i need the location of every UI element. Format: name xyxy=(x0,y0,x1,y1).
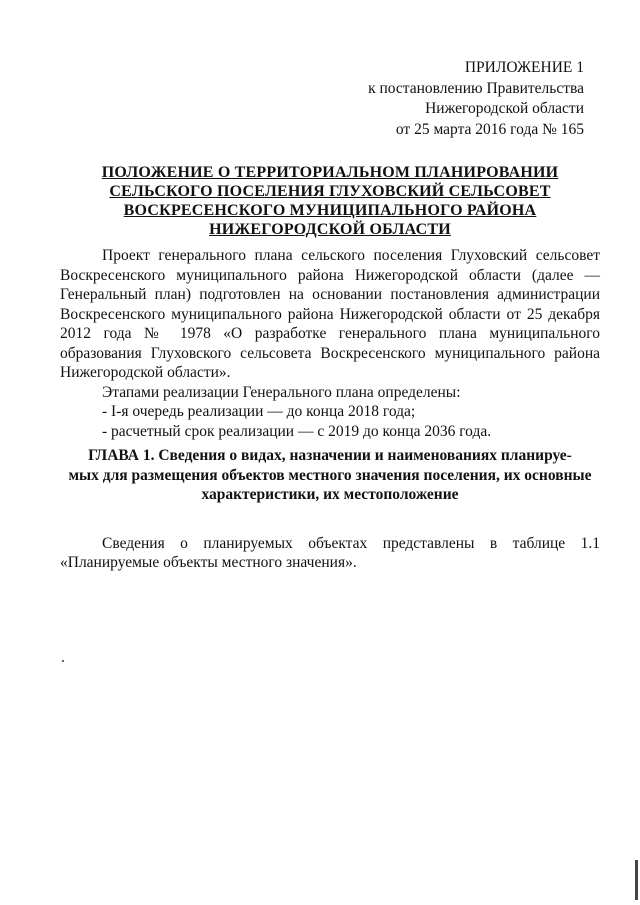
title-line-2: СЕЛЬСКОГО ПОСЕЛЕНИЯ ГЛУХОВСКИЙ СЕЛЬСОВЕТ xyxy=(109,183,551,200)
appendix-date-number: от 25 марта 2016 года № 165 xyxy=(395,120,584,138)
title-line-1: ПОЛОЖЕНИЕ О ТЕРРИТОРИАЛЬНОМ ПЛАНИРОВАНИИ xyxy=(101,164,559,181)
title-line-4: НИЖЕГОРОДСКОЙ ОБЛАСТИ xyxy=(209,221,451,238)
scan-speck xyxy=(62,660,64,662)
chapter-line-3: характеристики, их местоположение xyxy=(201,486,459,503)
stage-first: - I-я очередь реализации — до конца 2018 года; xyxy=(102,403,416,420)
chapter-line-2: мых для размещения объектов местного значения поселения, их основные xyxy=(68,466,592,484)
stages-intro: Этапами реализации Генерального плана определены: xyxy=(102,383,461,401)
appendix-region: Нижегородской области xyxy=(425,100,584,117)
document-title xyxy=(60,163,600,239)
document-body xyxy=(60,246,600,441)
scan-edge-mark xyxy=(635,860,638,900)
chapter-heading xyxy=(60,446,600,505)
title-line-3: ВОСКРЕСЕНСКОГО МУНИЦИПАЛЬНОГО РАЙОНА xyxy=(123,202,537,219)
chapter-line-1: ГЛАВА 1. Сведения о видах, назначении и наименованиях планируе- xyxy=(88,447,572,464)
info-paragraph: Сведения о планируемых объектах представлены в таблице 1.1 «Планируемые объекты местного значения». xyxy=(60,534,600,571)
stage-second: - расчетный срок реализации — с 2019 до конца 2036 года. xyxy=(102,422,492,440)
appendix-header xyxy=(368,58,584,140)
intro-paragraph: Проект генерального плана сельского поселения Глуховский сельсовет Воскресенского муниципального района Нижегородской области (далее — Генеральный план) подготовлен на основании постановления администрации Воскресенского муниципального района Нижегородской области от 25 декабря 2012 года № 1978 «О разработке генерального плана муниципального образования Глуховского сельсовета Воскресенского муниципального района Нижегородской области». xyxy=(60,247,600,381)
appendix-resolution: к постановлению Правительства xyxy=(368,79,584,97)
appendix-label: ПРИЛОЖЕНИЕ 1 xyxy=(464,59,584,76)
